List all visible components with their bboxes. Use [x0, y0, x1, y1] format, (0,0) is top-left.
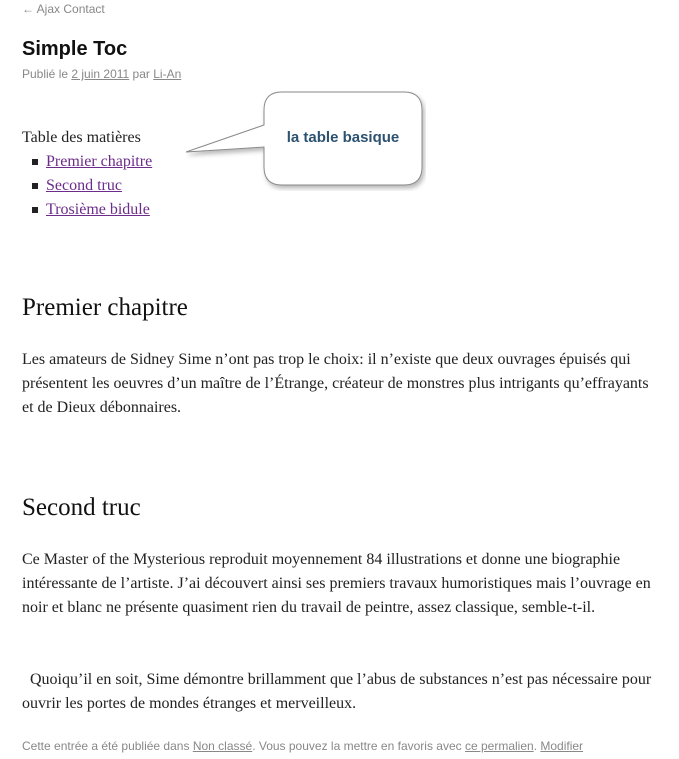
square-bullet-icon [32, 183, 38, 189]
left-arrow-icon: ← [22, 2, 34, 16]
table-of-contents [22, 126, 152, 222]
section-paragraph: Ce Master of the Mysterious reproduit moyennement 84 illustrations et donne une biographie intéressante de l’artiste. J’ai découvert ainsi ses premiers travaux humoristiques mais l’ouvrage en noir et blanc ne présente quasiment rien du travail de peintre, assez classique, semble-t-il. [22, 551, 651, 616]
category-link[interactable]: Non classé [192, 739, 253, 753]
footer-middle: . Vous pouvez la mettre en favoris avec [252, 739, 462, 753]
published-prefix: Publié le [22, 67, 69, 81]
toc-item [22, 174, 152, 198]
section-heading-second-truc: Second truc [22, 494, 141, 521]
toc-item [22, 150, 152, 174]
toc-link-second-truc[interactable]: Second truc [46, 177, 122, 194]
toc-list [22, 150, 152, 222]
footer-prefix: Cette entrée a été publiée dans [22, 739, 190, 753]
permalink-link[interactable]: ce permalien [464, 739, 534, 753]
section-heading-premier-chapitre: Premier chapitre [22, 294, 188, 321]
footer-separator: . [533, 739, 538, 753]
toc-link-premier-chapitre[interactable]: Premier chapitre [46, 153, 153, 170]
square-bullet-icon [32, 207, 38, 213]
section-paragraph: Quoiqu’il en soit, Sime démontre brillamment que l’abus de substances n’est pas nécessaire pour ouvrir les portes de mondes étranges et merveilleux. [22, 671, 656, 712]
previous-post-label: Ajax Contact [36, 2, 105, 16]
entry-meta [22, 67, 181, 81]
section-paragraph: Les amateurs de Sidney Sime n’ont pas trop le choix: il n’existe que deux ouvrages épuisés qui présentent les oeuvres d’un maître de l’Étrange, créateur de monstres plus intrigants qu’effrayants et de Dieux débonnaires. [22, 351, 649, 416]
annotation-callout [186, 91, 426, 191]
post-date-link[interactable]: 2 juin 2011 [71, 67, 130, 81]
page-title: Simple Toc [22, 38, 128, 60]
callout-label: la table basique [286, 129, 400, 146]
by-label: par [132, 67, 150, 81]
previous-post-link[interactable] [22, 2, 105, 16]
toc-heading: Table des matières [22, 129, 141, 146]
author-link[interactable]: Li-An [153, 67, 182, 81]
edit-link[interactable]: Modifier [540, 739, 584, 753]
entry-footer [22, 739, 583, 753]
toc-item [22, 198, 152, 222]
toc-link-trosieme-bidule[interactable]: Trosième bidule [46, 201, 150, 218]
square-bullet-icon [32, 159, 38, 165]
